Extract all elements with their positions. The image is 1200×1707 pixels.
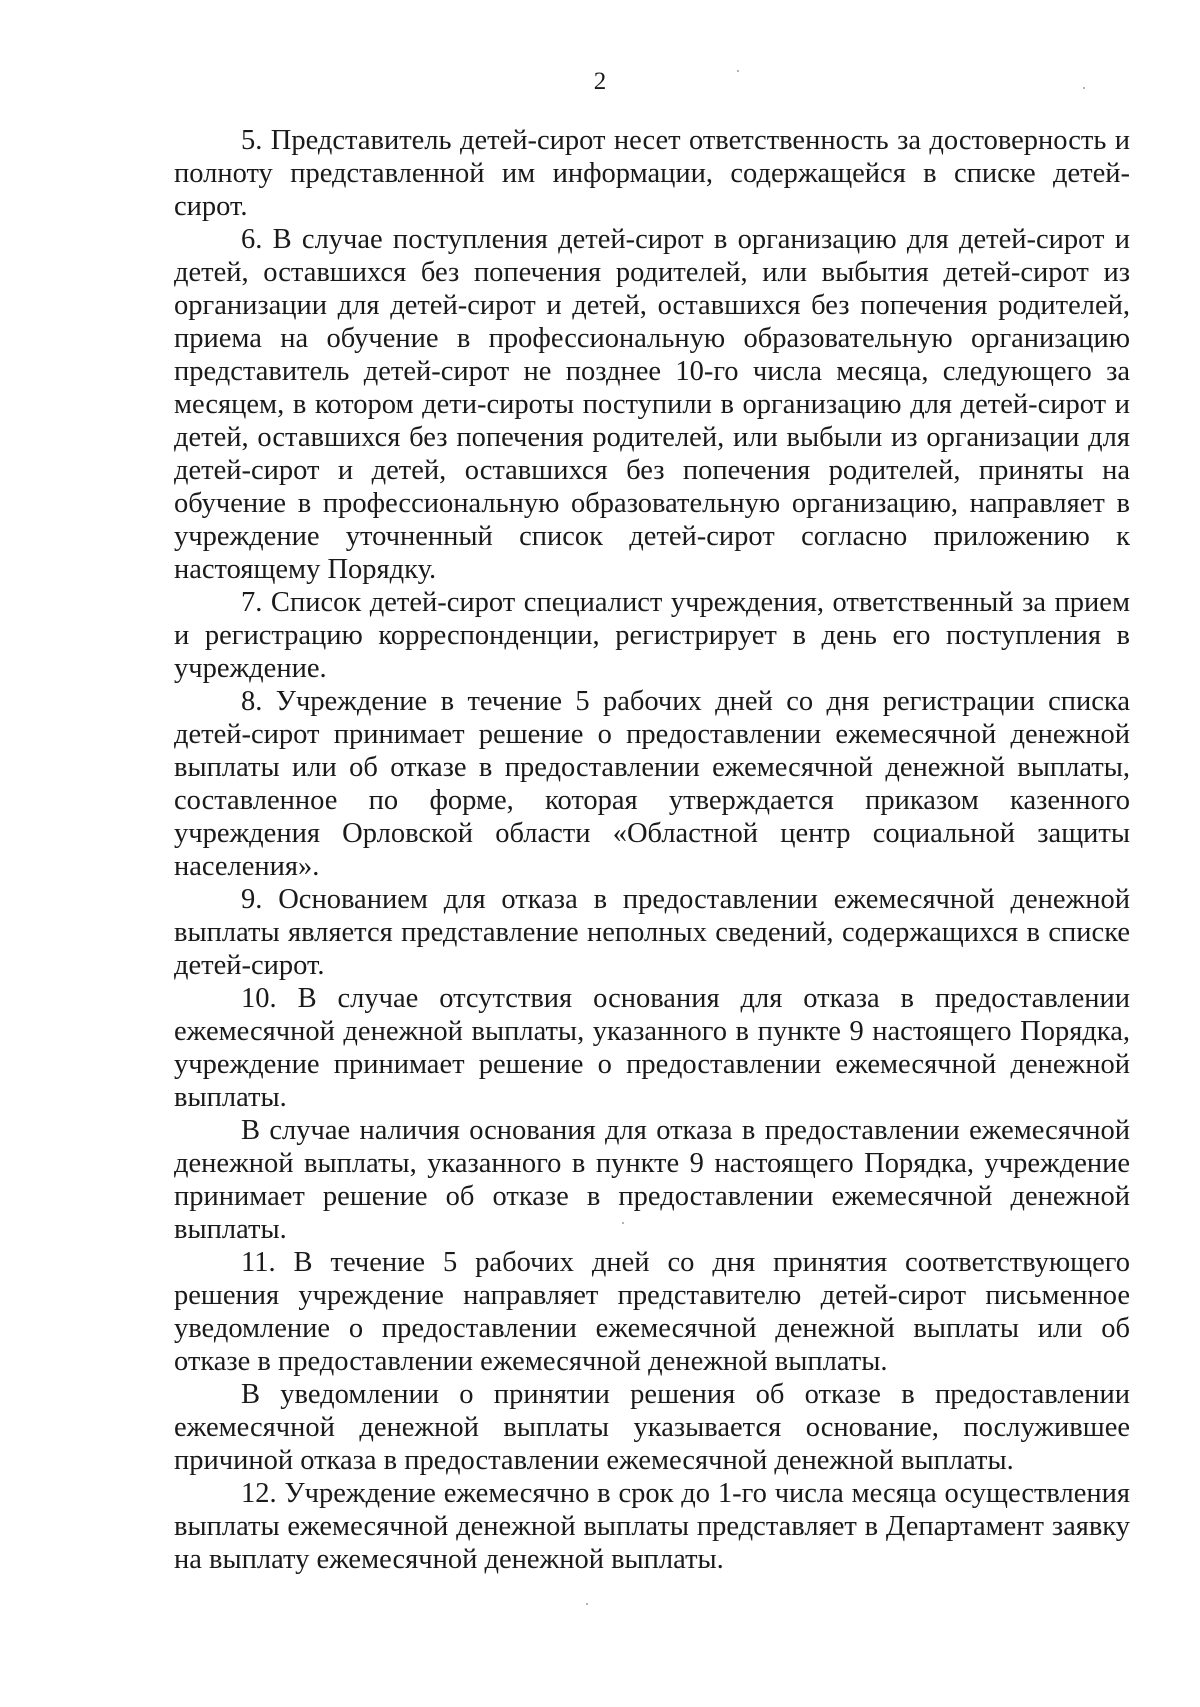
paragraph-11: 11. В течение 5 рабочих дней со дня принятия соответствующего решения учреждение направляет представителю детей-сирот письменное уведомление о предоставлении ежемесячной денежной выплаты или об отказе в предоставлении ежемесячной денежной выплаты. — [174, 1247, 1130, 1377]
page-number: 2 — [593, 68, 607, 95]
scan-speck — [586, 1603, 588, 1605]
document-body — [174, 124, 1130, 1576]
paragraph-11-continuation: В уведомлении о принятии решения об отказе в предоставлении ежемесячной денежной выплаты указывается основание, послужившее причиной отказа в предоставлении ежемесячной денежной выплаты. — [174, 1379, 1130, 1476]
paragraph-6: 6. В случае поступления детей-сирот в организацию для детей-сирот и детей, оставшихся без попечения родителей, или выбытия детей-сирот из организации для детей-сирот и детей, оставшихся без попечения родителей, приема на обучение в профессиональную образовательную организацию представитель детей-сирот не позднее 10-го числа месяца, следующего за месяцем, в котором дети-сироты поступили в организацию для детей-сирот и детей, оставшихся без попечения родителей, или выбыли из организации для детей-сирот и детей, оставшихся без попечения родителей, приняты на обучение в профессиональную образовательную организацию, направляет в учреждение уточненный список детей-сирот согласно приложению к настоящему Порядку. — [174, 224, 1130, 585]
scan-speck — [622, 1222, 624, 1224]
scan-speck — [737, 70, 739, 72]
scan-speck — [1083, 87, 1085, 89]
paragraph-12: 12. Учреждение ежемесячно в срок до 1-го числа месяца осуществления выплаты ежемесячной денежной выплаты представляет в Департамент заявку на выплату ежемесячной денежной выплаты. — [174, 1478, 1130, 1575]
paragraph-10-continuation: В случае наличия основания для отказа в предоставлении ежемесячной денежной выплаты, указанного в пункте 9 настоящего Порядка, учреждение принимает решение об отказе в предоставлении ежемесячной денежной выплаты. — [174, 1115, 1130, 1245]
paragraph-9: 9. Основанием для отказа в предоставлении ежемесячной денежной выплаты является представление неполных сведений, содержащихся в списке детей-сирот. — [174, 884, 1130, 981]
paragraph-5: 5. Представитель детей-сирот несет ответственность за достоверность и полноту представленной им информации, содержащейся в списке детей-сирот. — [174, 125, 1130, 222]
paragraph-7: 7. Список детей-сирот специалист учреждения, ответственный за прием и регистрацию корреспонденции, регистрирует в день его поступления в учреждение. — [174, 587, 1130, 684]
paragraph-8: 8. Учреждение в течение 5 рабочих дней со дня регистрации списка детей-сирот принимает решение о предоставлении ежемесячной денежной выплаты или об отказе в предоставлении ежемесячной денежной выплаты, составленное по форме, которая утверждается приказом казенного учреждения Орловской области «Областной центр социальной защиты населения». — [174, 686, 1130, 882]
paragraph-10: 10. В случае отсутствия основания для отказа в предоставлении ежемесячной денежной выплаты, указанного в пункте 9 настоящего Порядка, учреждение принимает решение о предоставлении ежемесячной денежной выплаты. — [174, 983, 1130, 1113]
